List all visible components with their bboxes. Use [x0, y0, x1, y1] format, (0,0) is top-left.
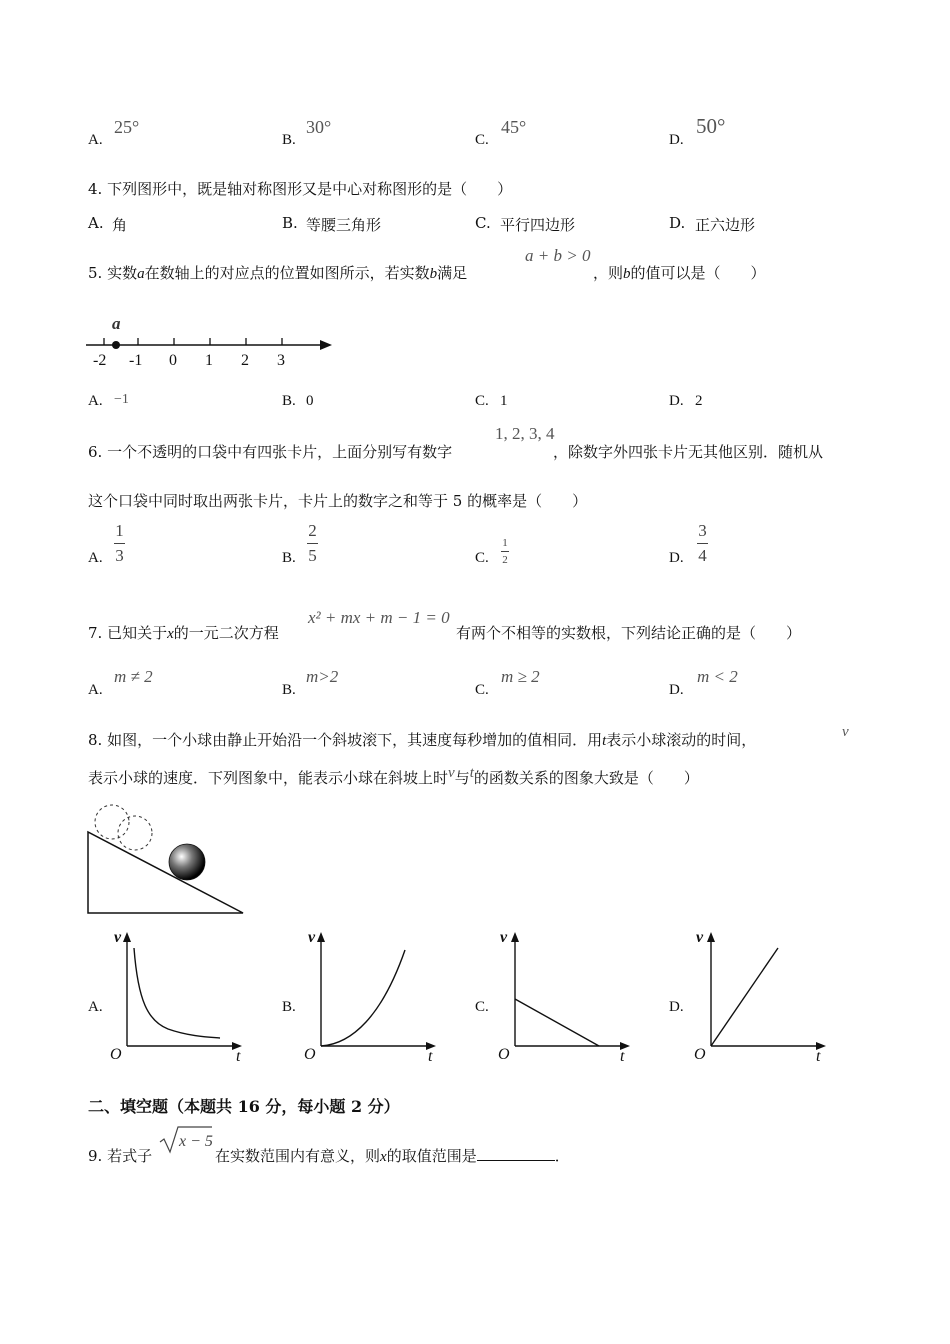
q8-option-b-letter: B. [282, 999, 296, 1015]
q4-option-a-value: 角 [112, 216, 128, 234]
fraction-numerator: 3 [698, 521, 707, 540]
q7-option-d-letter: D. [669, 682, 684, 698]
q7-stem-part2: 的一元二次方程 [173, 624, 279, 642]
x-axis-label: t [816, 1048, 821, 1064]
q5-condition: a + b > 0 [525, 246, 591, 265]
slope-triangle [88, 832, 243, 913]
q3-option-d-value: 50° [696, 114, 726, 138]
q7-option-b-value: m>2 [306, 667, 339, 686]
q6-option-d-fraction [697, 522, 708, 565]
q3-option-d-letter: D. [669, 132, 684, 148]
q6-option-a-fraction [114, 522, 125, 565]
fraction-bar [501, 551, 509, 552]
tick-label: -1 [129, 352, 143, 369]
section2-heading: 二、填空题（本题共 16 分，每小题 2 分） [88, 1097, 400, 1116]
q8-var-t: t [602, 733, 607, 749]
q8-stem-part2: 表示小球滚动的时间， [606, 731, 757, 749]
q9-stem-tail [215, 1145, 570, 1166]
fraction-bar [697, 543, 708, 544]
q9-radicand: x − 5 [179, 1133, 213, 1150]
q7-option-c-letter: C. [475, 682, 489, 698]
graph-curve [134, 948, 220, 1038]
q8-stem-line2-part1: 表示小球的速度．下列图象中，能表示小球在斜坡上时 [88, 769, 449, 787]
x-axis-label: t [236, 1048, 241, 1064]
q4-option-c-letter: C. [475, 214, 491, 232]
q3-option-b-letter: B. [282, 132, 296, 148]
q6-option-b-letter: B. [282, 550, 296, 566]
q3-option-b-value: 30° [306, 117, 332, 137]
q8-stem-line1 [88, 729, 756, 750]
q3-option-c-letter: C. [475, 132, 489, 148]
q7-option-a-letter: A. [88, 682, 103, 698]
q5-option-a-letter: A. [88, 393, 103, 409]
q9-stem-part2: 在实数范围内有意义，则 [215, 1147, 381, 1165]
q8-var-t2: t [469, 765, 474, 781]
origin-label: O [694, 1046, 706, 1063]
q4-option-d-value: 正六边形 [695, 216, 756, 234]
number-line-arrow [320, 340, 332, 350]
q5-stem [88, 262, 467, 283]
point-a [112, 341, 120, 349]
q5-stem-part1: 5. 实数 [88, 264, 138, 282]
q4-option-c-value: 平行四边形 [500, 216, 576, 234]
x-axis-label: t [428, 1048, 433, 1064]
tick-label: 2 [241, 352, 249, 369]
y-axis-arrow [511, 932, 519, 942]
fraction-bar [114, 543, 125, 544]
y-axis-label: v [308, 929, 316, 946]
q8-stem-line2-part2: 与 [454, 769, 470, 787]
q3-option-a-value: 25° [114, 117, 140, 137]
fraction-numerator: 1 [502, 537, 508, 549]
y-axis-label: v [500, 929, 508, 946]
q5-stem-part4: ，则 [593, 264, 624, 282]
q4-option-b-letter: B. [282, 214, 298, 232]
fraction-denominator: 2 [502, 554, 508, 566]
q9-stem-part3: 的取值范围是 [386, 1147, 477, 1165]
q5-stem-part3: 满足 [437, 264, 468, 282]
q8-graph-d [692, 926, 832, 1064]
q5-stem-part5: 的值可以是（ ） [630, 264, 766, 282]
q7-option-a-value: m ≠ 2 [114, 667, 153, 686]
origin-label: O [304, 1046, 316, 1063]
fraction-denominator: 5 [308, 546, 317, 565]
q6-option-c-letter: C. [475, 550, 489, 566]
q4-option-b-value: 等腰三角形 [306, 216, 382, 234]
y-axis-label: v [114, 929, 122, 946]
q5-option-b-value: 0 [306, 393, 314, 409]
fraction-denominator: 4 [698, 546, 707, 565]
fraction-denominator: 3 [115, 546, 124, 565]
q8-var-v: v [842, 724, 849, 740]
q8-graph-c [496, 926, 636, 1064]
q8-var-v2: v [448, 765, 455, 781]
q8-slope-figure [84, 800, 254, 920]
q5-option-d-value: 2 [695, 393, 703, 409]
q5-var-b: b [429, 266, 438, 282]
q5-var-b2: b [623, 266, 631, 282]
y-axis-arrow [707, 932, 715, 942]
y-axis-arrow [317, 932, 325, 942]
y-axis-label: v [696, 929, 704, 946]
q7-var-x: x [167, 626, 174, 642]
q5-option-d-letter: D. [669, 393, 684, 409]
q5-option-b-letter: B. [282, 393, 296, 409]
q5-option-c-value: 1 [500, 393, 508, 409]
graph-curve [321, 950, 405, 1046]
q6-option-d-letter: D. [669, 550, 684, 566]
number-line-ticks [104, 338, 282, 345]
q6-stem-part2: ，除数字外四张卡片无其他区别．随机从 [553, 443, 824, 461]
q5-number-line [80, 312, 340, 372]
q7-stem-part3: 有两个不相等的实数根，下列结论正确的是（ ） [456, 624, 802, 642]
point-a-label: a [112, 314, 121, 333]
q9-stem-end: ． [554, 1147, 570, 1165]
x-axis-label: t [620, 1048, 625, 1064]
graph-line [515, 999, 599, 1046]
q7-stem-part1: 7. 已知关于 [88, 624, 168, 642]
q6-option-b-fraction [307, 522, 318, 565]
q8-stem-line2 [88, 767, 699, 788]
fraction-numerator: 1 [115, 521, 124, 540]
ball [169, 844, 205, 880]
origin-label: O [110, 1046, 122, 1063]
q8-stem-line2-part3: 的函数关系的图象大致是（ ） [473, 769, 699, 787]
tick-label: 0 [169, 352, 177, 369]
q5-option-c-letter: C. [475, 393, 489, 409]
ball-trace-2 [118, 816, 152, 850]
q6-stem-part1: 6. 一个不透明的口袋中有四张卡片，上面分别写有数字 [88, 443, 453, 461]
q6-stem-line2: 这个口袋中同时取出两张卡片，卡片上的数字之和等于 5 的概率是（ ） [88, 492, 588, 510]
q8-option-a-letter: A. [88, 999, 103, 1015]
q6-option-c-fraction [501, 537, 509, 566]
q5-option-a-value: −1 [114, 392, 129, 407]
q4-option-d-letter: D. [669, 214, 686, 232]
q9-sqrt-sign [158, 1124, 214, 1156]
q8-graph-a [108, 926, 248, 1064]
y-axis-arrow [123, 932, 131, 942]
q9-var-x: x [380, 1149, 387, 1165]
q5-stem-tail [593, 262, 766, 283]
ball-trace-1 [95, 805, 129, 839]
q7-option-c-value: m ≥ 2 [501, 667, 540, 686]
q7-option-d-value: m < 2 [697, 667, 738, 686]
q8-option-d-letter: D. [669, 999, 684, 1015]
fraction-bar [307, 543, 318, 544]
q7-stem-head [88, 622, 279, 643]
graph-line [711, 948, 778, 1046]
q9-stem-part1: 9. 若式子 [88, 1147, 153, 1165]
q6-option-a-letter: A. [88, 550, 103, 566]
q4-stem: 4. 下列图形中，既是轴对称图形又是中心对称图形的是（ ） [88, 180, 513, 198]
q5-var-a: a [137, 266, 145, 282]
q3-option-a-letter: A. [88, 132, 103, 148]
tick-label: 3 [277, 352, 285, 369]
q8-stem-part1: 8. 如图，一个小球由静止开始沿一个斜坡滚下，其速度每秒增加的值相同．用 [88, 731, 603, 749]
q8-graph-b [302, 926, 442, 1064]
q8-option-c-letter: C. [475, 999, 489, 1015]
q7-equation: x² + mx + m − 1 = 0 [308, 608, 450, 627]
tick-label: 1 [205, 352, 213, 369]
tick-label: -2 [93, 352, 107, 369]
q3-option-c-value: 45° [501, 117, 527, 137]
q5-stem-part2: 在数轴上的对应点的位置如图所示，若实数 [144, 264, 430, 282]
origin-label: O [498, 1046, 510, 1063]
fraction-numerator: 2 [308, 521, 317, 540]
q6-numbers: 1, 2, 3, 4 [495, 424, 555, 443]
q7-option-b-letter: B. [282, 682, 296, 698]
q9-answer-blank[interactable] [477, 1146, 555, 1161]
q4-option-a-letter: A. [88, 214, 104, 232]
